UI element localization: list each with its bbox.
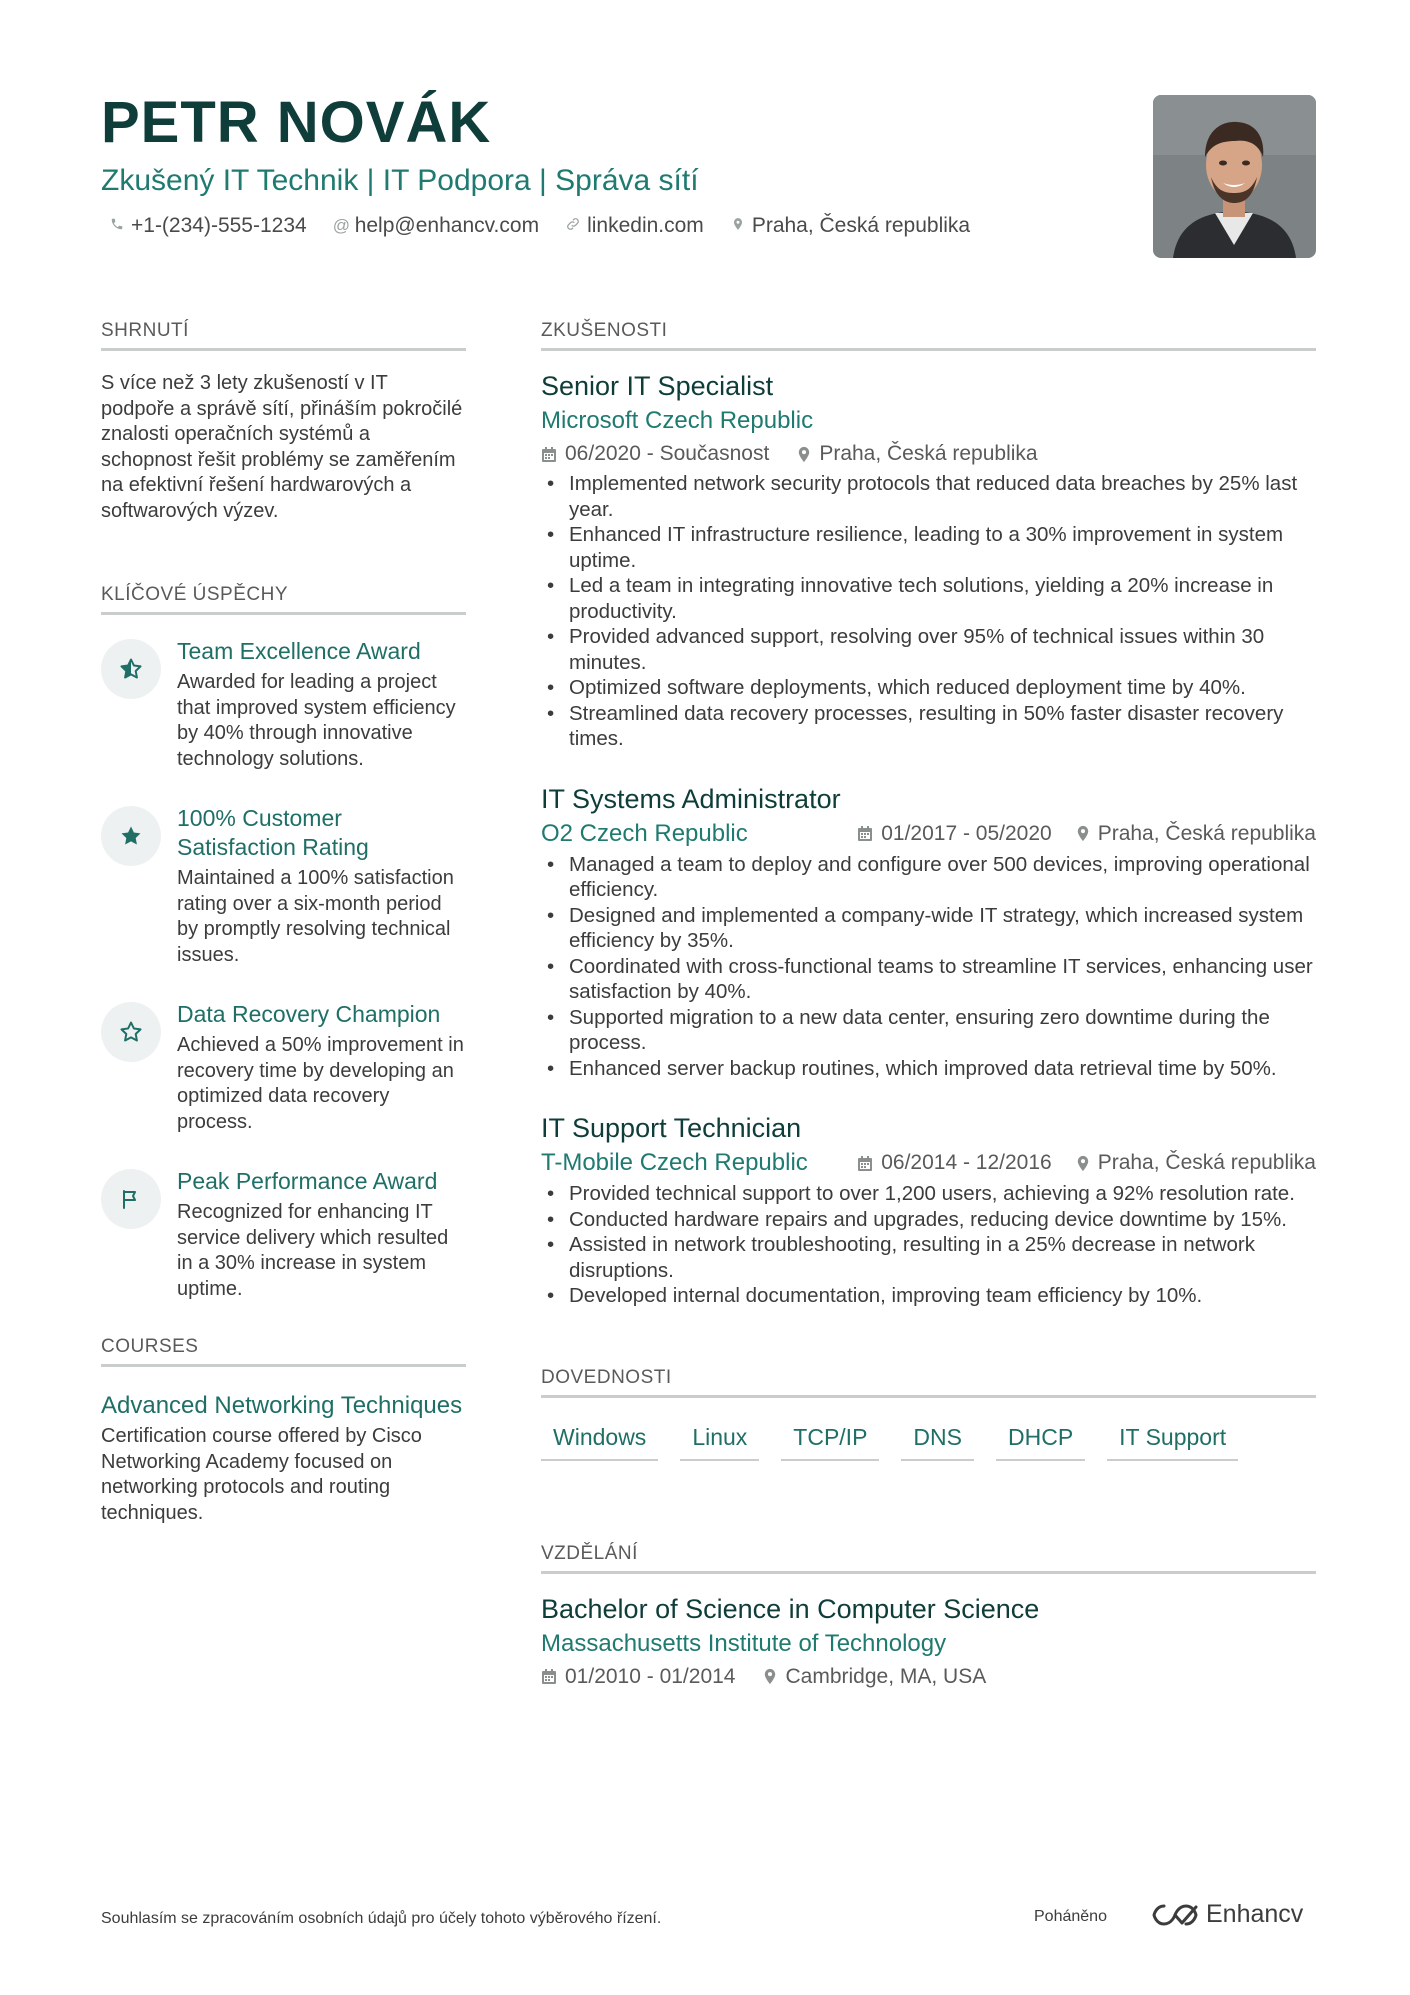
enhancv-logo-text: Enhancv — [1206, 1900, 1304, 1928]
contact-email[interactable] — [333, 214, 539, 238]
experience-title: ZKUŠENOSTI — [541, 320, 1316, 351]
skill-tag: Linux — [680, 1420, 759, 1461]
phone-icon — [109, 216, 125, 236]
achievement-title: Peak Performance Award — [177, 1168, 438, 1194]
courses-title: COURSES — [101, 1336, 466, 1367]
profile-photo — [1153, 95, 1316, 258]
job-bullet: • Streamlined data recovery processes, resulting in 50% faster disaster recovery times. — [541, 701, 1316, 752]
job-bullet: • Conducted hardware repairs and upgrades, reducing device downtime by 15%. — [541, 1207, 1316, 1233]
location-icon — [763, 1668, 777, 1685]
location-icon — [1076, 1155, 1090, 1172]
job-bullet: • Implemented network security protocols that reduced data breaches by 25% last year. — [541, 471, 1316, 522]
course-desc: Certification course offered by Cisco Networking Academy focused on networking protocols and routing techniques. — [101, 1425, 422, 1524]
achievement-item — [101, 1000, 466, 1135]
education-dates-text: 01/2010 - 01/2014 — [565, 1664, 736, 1688]
experience-section — [541, 320, 1316, 1309]
job-bullet: • Led a team in integrating innovative tech solutions, yielding a 20% increase in productivity. — [541, 573, 1316, 624]
link-icon — [565, 216, 581, 237]
job-title: Senior IT Specialist — [541, 371, 774, 401]
education-location — [763, 1662, 986, 1692]
job-company: O2 Czech Republic — [541, 819, 748, 847]
skill-tag: DNS — [901, 1420, 974, 1461]
candidate-headline: Zkušený IT Technik | IT Podpora | Správa sítí — [101, 164, 699, 197]
achievement-item — [101, 804, 466, 968]
achievement-title: Data Recovery Champion — [177, 1001, 441, 1027]
contact-location-text: Praha, Česká republika — [751, 214, 971, 237]
job-bullet: • Provided advanced support, resolving over 95% of technical issues within 30 minutes. — [541, 624, 1316, 675]
achievements-section — [101, 584, 466, 1302]
location-icon — [797, 446, 811, 463]
job-location-text: Praha, Česká republika — [1097, 1151, 1316, 1174]
job-bullet: • Supported migration to a new data center, ensuring zero downtime during the process. — [541, 1005, 1316, 1056]
calendar-icon — [857, 1155, 873, 1172]
job-bullet: • Optimized software deployments, which reduced deployment time by 40%. — [541, 675, 1316, 701]
job-entry — [541, 782, 1316, 1082]
skill-tag: IT Support — [1107, 1420, 1238, 1461]
right-column — [541, 320, 1316, 1692]
skill-tag: TCP/IP — [781, 1420, 879, 1461]
skills-list — [541, 1420, 1316, 1461]
star-filled-icon — [101, 806, 161, 866]
job-bullets — [541, 1181, 1316, 1309]
job-location — [797, 439, 1037, 469]
calendar-icon — [857, 825, 873, 842]
job-bullet: • Designed and implemented a company-wide IT strategy, which increased system efficiency by 35%. — [541, 903, 1316, 954]
contact-location — [730, 214, 970, 238]
left-column — [101, 320, 466, 1526]
job-dates — [857, 819, 1051, 849]
achievement-desc: Awarded for leading a project that improved system efficiency by 40% through innovative technology solutions. — [177, 671, 456, 770]
contact-email-text: help@enhancv.com — [354, 214, 540, 237]
achievement-desc: Recognized for enhancing IT service delivery which resulted in a 30% increase in system uptime. — [177, 1201, 449, 1300]
course-title: Advanced Networking Techniques — [101, 1392, 463, 1419]
job-bullets — [541, 471, 1316, 752]
summary-text: S více než 3 lety zkušeností v IT podpoře a správě sítí, přináším pokročilé znalosti operačních systémů a schopnost řešit problémy se zaměřením na efektivní řešení hardwarových a softwarových výzev. — [101, 372, 463, 522]
at-icon: @ — [332, 216, 350, 235]
calendar-icon — [541, 1668, 557, 1685]
footer-consent: Souhlasím se zpracováním osobních údajů pro účely tohoto výběrového řízení. — [101, 1910, 662, 1927]
education-title: VZDĚLÁNÍ — [541, 1543, 1316, 1574]
resume-header — [101, 90, 1316, 270]
education-section — [541, 1543, 1316, 1692]
location-icon — [730, 216, 746, 237]
job-bullet: • Enhanced server backup routines, which improved data retrieval time by 50%. — [541, 1056, 1316, 1082]
job-dates-text: 06/2020 - Současnost — [565, 442, 770, 465]
star-half-icon — [101, 639, 161, 699]
job-dates-text: 01/2017 - 05/2020 — [881, 821, 1052, 845]
skill-tag: Windows — [541, 1420, 658, 1461]
footer-powered-label: Poháněno — [1034, 1908, 1107, 1925]
job-dates — [857, 1148, 1051, 1178]
achievement-title: 100% Customer Satisfaction Rating — [177, 805, 369, 860]
job-bullets — [541, 852, 1316, 1082]
contact-linkedin-text: linkedin.com — [587, 214, 704, 237]
education-school: Massachusetts Institute of Technology — [541, 1629, 947, 1657]
candidate-name: PETR NOVÁK — [101, 90, 492, 155]
job-entry — [541, 369, 1316, 752]
achievement-desc: Achieved a 50% improvement in recovery time by developing an optimized data recovery process. — [177, 1034, 464, 1133]
job-bullet: • Provided technical support to over 1,200 users, achieving a 92% resolution rate. — [541, 1181, 1316, 1207]
job-bullet: • Developed internal documentation, improving team efficiency by 10%. — [541, 1283, 1316, 1309]
contact-linkedin[interactable] — [565, 214, 704, 238]
summary-title: SHRNUTÍ — [101, 320, 466, 351]
skill-tag: DHCP — [996, 1420, 1085, 1461]
location-icon — [1076, 825, 1090, 842]
education-degree: Bachelor of Science in Computer Science — [541, 1593, 1040, 1624]
contact-phone[interactable] — [109, 214, 307, 238]
job-title: IT Support Technician — [541, 1113, 802, 1143]
job-location — [1076, 1148, 1316, 1178]
star-outline-icon — [101, 1002, 161, 1062]
job-location — [1076, 819, 1316, 849]
skills-section — [541, 1367, 1316, 1461]
enhancv-logo[interactable] — [1152, 1900, 1303, 1929]
job-dates — [541, 439, 769, 469]
achievement-desc: Maintained a 100% satisfaction rating over a six-month period by promptly resolving technical issues. — [177, 867, 454, 966]
job-company: Microsoft Czech Republic — [541, 407, 814, 434]
flag-icon — [101, 1169, 161, 1229]
education-location-text: Cambridge, MA, USA — [785, 1664, 987, 1688]
job-location-text: Praha, Česká republika — [819, 442, 1038, 465]
education-dates — [541, 1662, 735, 1692]
courses-section — [101, 1336, 466, 1526]
job-bullet: • Managed a team to deploy and configure over 500 devices, improving operational efficiency. — [541, 852, 1316, 903]
job-entry — [541, 1111, 1316, 1309]
calendar-icon — [541, 446, 557, 463]
contact-list — [101, 214, 1316, 238]
achievement-item — [101, 1167, 466, 1302]
contact-phone-text: +1-(234)-555-1234 — [131, 214, 307, 237]
achievement-item — [101, 637, 466, 772]
job-title: IT Systems Administrator — [541, 783, 841, 814]
job-dates-text: 06/2014 - 12/2016 — [881, 1151, 1052, 1174]
job-location-text: Praha, Česká republika — [1097, 821, 1316, 845]
enhancv-logo-icon — [1152, 1902, 1198, 1928]
job-bullet: • Enhanced IT infrastructure resilience, leading to a 30% improvement in system uptime. — [541, 522, 1316, 573]
job-company: T-Mobile Czech Republic — [541, 1149, 808, 1176]
job-bullet: • Assisted in network troubleshooting, resulting in a 25% decrease in network disruptions. — [541, 1232, 1316, 1283]
achievement-title: Team Excellence Award — [177, 638, 421, 664]
summary-section — [101, 320, 466, 524]
skills-title: DOVEDNOSTI — [541, 1367, 1316, 1398]
job-bullet: • Coordinated with cross-functional teams to streamline IT services, enhancing user satisfaction by 40%. — [541, 954, 1316, 1005]
achievements-title: KLÍČOVÉ ÚSPĚCHY — [101, 584, 466, 615]
